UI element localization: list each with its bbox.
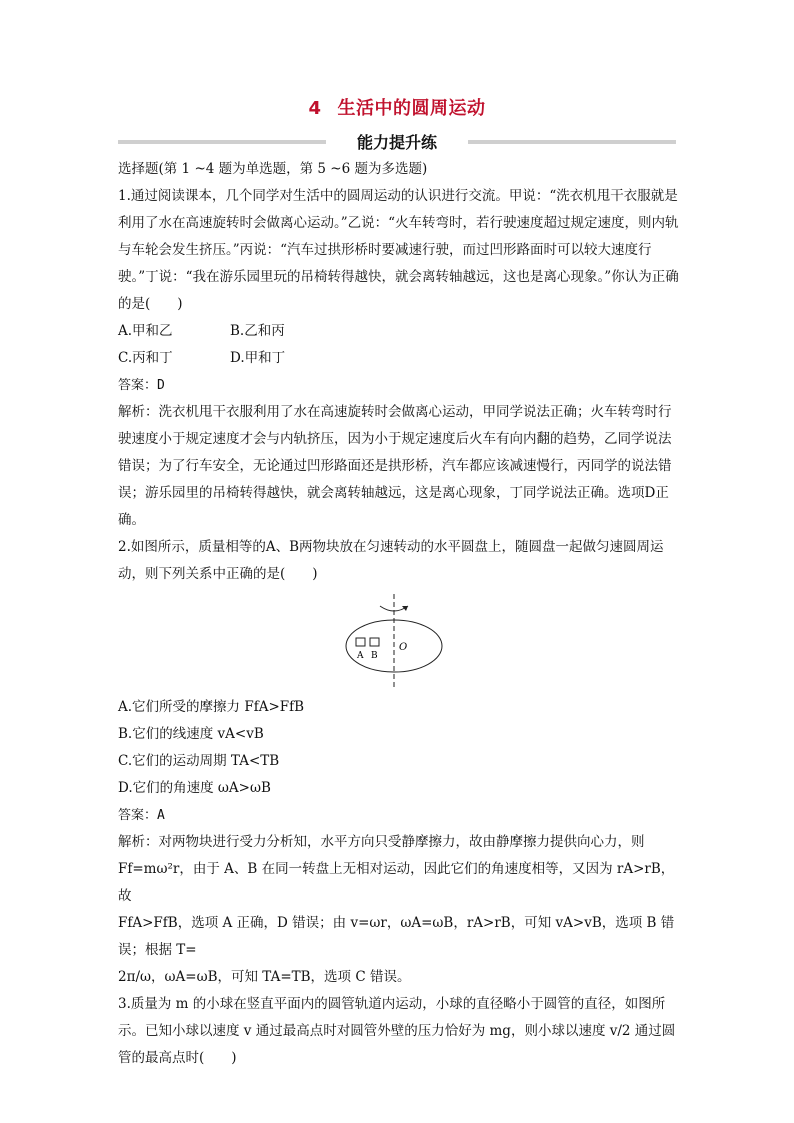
block-b — [370, 638, 379, 646]
q1-options-row-1 — [118, 318, 680, 345]
q1-options-row-2 — [118, 345, 680, 372]
label-b: B — [371, 651, 378, 661]
rotating-disk-figure — [344, 592, 454, 692]
lesson-title — [0, 94, 794, 120]
lesson-title-text: 生活中的圆周运动 — [337, 98, 486, 119]
intro-line: 选择题(第 1 ~4 题为单选题，第 5 ~6 题为多选题) — [118, 161, 428, 177]
label-a: A — [357, 651, 364, 661]
q2-option-c: C.它们的运动周期 TA<TB — [118, 753, 280, 769]
q1-option-a: A.甲和乙 — [118, 323, 173, 339]
q2-stem: 2.如图所示，质量相等的A、B两物块放在匀速转动的水平圆盘上，随圆盘一起做匀速圆周运动，则下列关系中正确的是( ) — [118, 539, 664, 582]
q2-option-b: B.它们的线速度 vA<vB — [118, 726, 264, 742]
q2-analysis-4: 2π/ω，ωA=ωB，可知 TA=TB，选项 C 错误。 — [118, 969, 411, 985]
q1-option-b: B.乙和丙 — [230, 323, 285, 339]
q1-analysis: 解析：洗衣机甩干衣服利用了水在高速旋转时会做离心运动，甲同学说法正确；火车转弯时行驶速度小于规定速度才会与内轨挤压，因为小于规定速度后火车有向内翻的趋势，乙同学说法错误；为了行车安全，无论通过凹形路面还是拱形桥，汽车都应该减速慢行，丙同学的说法错误；游乐园里的吊椅转得越快，就会离转轴越远，这是离心现象，丁同学说法正确。选项D正确。 — [118, 404, 672, 528]
q1-option-c: C.丙和丁 — [118, 350, 173, 366]
q3-stem: 3.质量为 m 的小球在竖直平面内的圆管轨道内运动，小球的直径略小于圆管的直径，如图所示。已知小球以速度 v 通过最高点时对圆管外壁的压力恰好为 mg，则小球以速度 v/2 通过圆管的最高点时( ) — [118, 996, 676, 1066]
block-a — [356, 638, 365, 646]
section-header — [118, 130, 676, 154]
q2-analysis-2: Ff=mω²r，由于 A、B 在同一转盘上无相对运动，因此它们的角速度相等，又因为 rA>rB，故 — [118, 861, 675, 904]
label-o: O — [399, 642, 408, 653]
q1-stem: 1.通过阅读课本，几个同学对生活中的圆周运动的认识进行交流。甲说：“洗衣机甩干衣服就是利用了水在高速旋转时会做离心运动。”乙说：“火车转弯时，若行驶速度超过规定速度，则内轨与车轮会发生挤压。”丙说：“汽车过拱形桥时要减速行驶，而过凹形路面时可以较大速度行驶。”丁说：“我在游乐园里玩的吊椅转得越快，就会离转轴越远，这也是离心现象。”你认为正确的是( ) — [118, 188, 679, 312]
q2-analysis-3: FfA>FfB，选项 A 正确，D 错误；由 v=ωr，ωA=ωB，rA>rB，可知 vA>vB，选项 B 错误；根据 T= — [118, 915, 675, 958]
q1-answer: 答案：D — [118, 378, 165, 393]
q2-option-d: D.它们的角速度 ωA>ωB — [118, 780, 271, 796]
content — [118, 156, 680, 1072]
section-title: 能力提升练 — [356, 133, 437, 152]
q1-option-d: D.甲和丁 — [230, 350, 286, 366]
q2-analysis-1: 解析：对两物块进行受力分析知，水平方向只受静摩擦力，故由静摩擦力提供向心力，则 — [118, 834, 645, 850]
q2-answer: 答案：A — [118, 808, 165, 823]
q2-option-a: A.它们所受的摩擦力 FfA>FfB — [118, 699, 305, 715]
lesson-number: 4 — [308, 98, 322, 119]
